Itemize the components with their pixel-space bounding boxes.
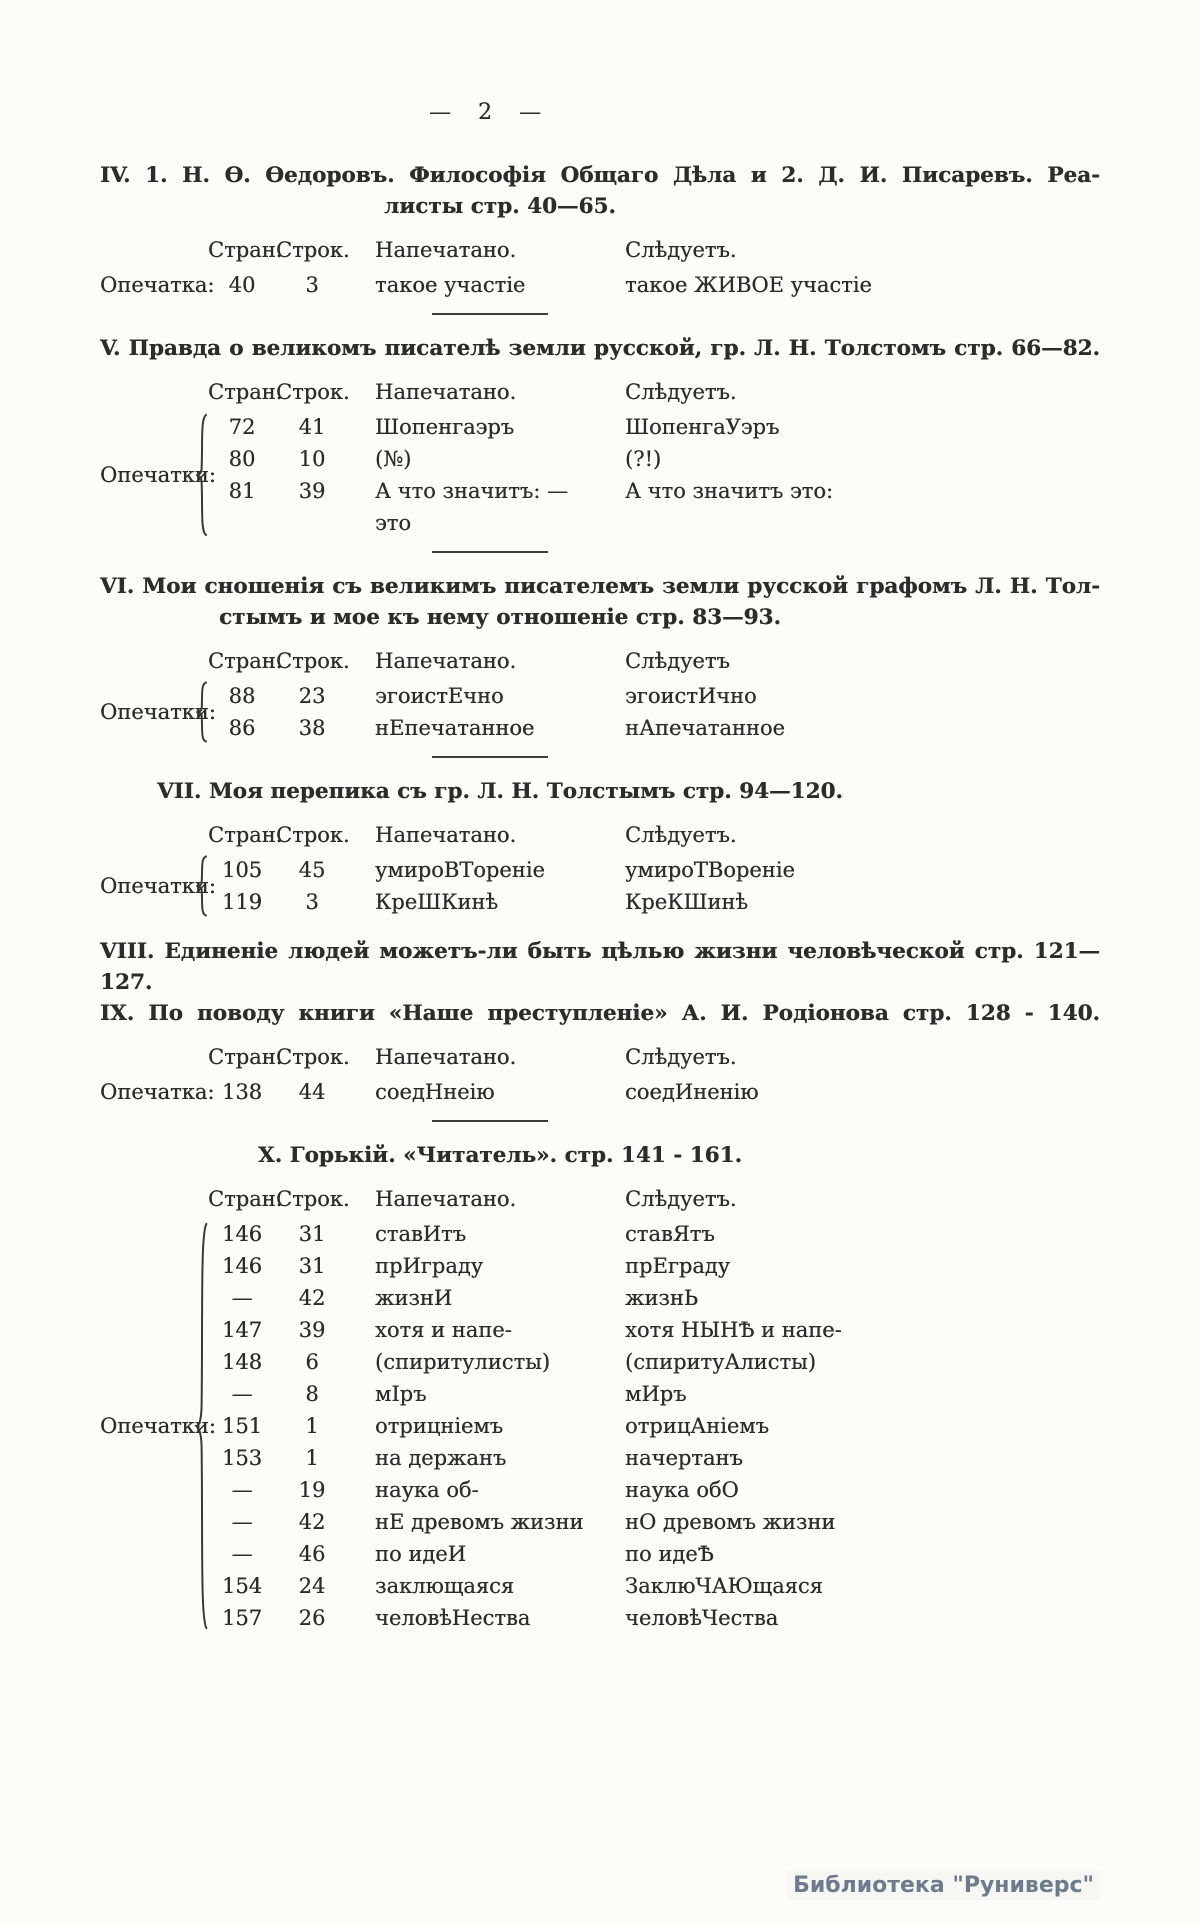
errata-correct: (?!) <box>625 447 662 471</box>
errata-correct: такое ЖИВОЕ участіе <box>625 273 872 297</box>
col-header-correct: Слѣдуетъ. <box>625 380 737 404</box>
section-heading <box>0 333 1200 364</box>
errata-line: 44 <box>298 1080 326 1104</box>
errata-row <box>208 1506 1200 1538</box>
errata-label: Опечатки: <box>100 1414 216 1438</box>
errata-row <box>208 886 1200 918</box>
col-header-correct: Слѣдуетъ. <box>625 1045 737 1069</box>
errata-label: Опечатка: <box>100 1080 215 1104</box>
errata-printed: эгоистЕчно <box>375 684 504 708</box>
errata-printed: (спиритулисты) <box>375 1350 550 1374</box>
errata-page: 146 <box>221 1254 263 1278</box>
errata-line: 31 <box>298 1222 326 1246</box>
errata-row <box>208 475 1200 539</box>
section-x <box>0 1140 1200 1634</box>
section-divider <box>432 551 548 553</box>
errata-page: 86 <box>228 716 256 740</box>
errata-line: 8 <box>305 1382 319 1406</box>
errata-line: 41 <box>298 415 326 439</box>
errata-page: 146 <box>221 1222 263 1246</box>
errata-line: 10 <box>298 447 326 471</box>
errata-printed: умироВТореніе <box>375 858 545 882</box>
errata-correct: умироТВореніе <box>625 858 795 882</box>
section-title-line: VIII. Единеніе людей можетъ-ли быть цѣлью жизни человѣческой стр. 121—127. <box>100 939 1100 995</box>
errata-line: 39 <box>298 1318 326 1342</box>
errata-page: 151 <box>221 1414 263 1438</box>
section-heading <box>0 571 1200 633</box>
library-watermark: Библиотека "Руниверс" <box>787 1871 1100 1900</box>
table-header-row <box>0 1183 1200 1215</box>
errata-page: 147 <box>221 1318 263 1342</box>
col-header-page: Стран. <box>208 1187 283 1211</box>
errata-printed: (№) <box>375 447 412 471</box>
errata-row <box>208 854 1200 886</box>
section-title-line: V. Правда о великомъ писателѣ земли русской, гр. Л. Н. Толстомъ стр. 66—82. <box>100 336 1100 361</box>
col-header-line: Строк. <box>276 823 350 847</box>
errata-printed: соедНнеію <box>375 1080 495 1104</box>
errata-printed: жизнИ <box>375 1286 453 1310</box>
col-header-page: Стран. <box>208 380 283 404</box>
errata-correct: соедИненію <box>625 1080 759 1104</box>
errata-correct: хотя НЫНѢ и напе- <box>625 1318 842 1342</box>
errata-correct: по идеѢ <box>625 1542 714 1566</box>
errata-page: 105 <box>221 858 263 882</box>
col-header-line: Строк. <box>276 380 350 404</box>
errata-page: 81 <box>228 479 256 503</box>
errata-row <box>208 680 1200 712</box>
errata-page: 153 <box>221 1446 263 1470</box>
errata-correct: жизнЬ <box>625 1286 698 1310</box>
errata-line: 31 <box>298 1254 326 1278</box>
errata-correct: наука обО <box>625 1478 739 1502</box>
errata-page: — <box>231 1286 253 1310</box>
errata-printed: хотя и напе- <box>375 1318 512 1342</box>
table-header-row <box>0 376 1200 408</box>
errata-row <box>208 712 1200 744</box>
errata-printed: человѣНества <box>375 1606 531 1630</box>
errata-row <box>208 1282 1200 1314</box>
errata-page: 157 <box>221 1606 263 1630</box>
errata-table <box>0 376 1200 539</box>
errata-table <box>0 819 1200 918</box>
col-header-correct: Слѣдуетъ. <box>625 1187 737 1211</box>
col-header-page: Стран. <box>208 1045 283 1069</box>
section-title-line: VII. Моя перепика съ гр. Л. Н. Толстымъ стр. 94—120. <box>157 779 843 804</box>
errata-row <box>208 269 1200 301</box>
section-divider <box>432 313 548 315</box>
section-title-line: листы стр. 40—65. <box>384 194 616 219</box>
errata-correct: А что значитъ это: <box>625 479 834 503</box>
section-heading <box>0 776 1200 807</box>
errata-correct: эгоистИчно <box>625 684 757 708</box>
errata-correct: КреКШинѣ <box>625 890 748 914</box>
table-header-row <box>0 645 1200 677</box>
errata-line: 1 <box>305 1414 319 1438</box>
errata-printed: на держанъ <box>375 1446 507 1470</box>
errata-label: Опечатки: <box>100 463 216 487</box>
section-title-line: IX. По поводу книги «Наше преступленіе» А. И. Родіонова стр. 128 - 140. <box>100 1001 1100 1026</box>
section-title-line: стымъ и мое къ нему отношеніе стр. 83—93. <box>219 605 781 630</box>
errata-row <box>208 1442 1200 1474</box>
errata-page: 119 <box>221 890 263 914</box>
errata-page: 88 <box>228 684 256 708</box>
errata-row <box>208 1346 1200 1378</box>
errata-correct: человѣЧества <box>625 1606 779 1630</box>
errata-table <box>0 645 1200 744</box>
errata-label: Опечатки: <box>100 700 216 724</box>
errata-row <box>208 1218 1200 1250</box>
col-header-printed: Напечатано. <box>375 238 517 262</box>
col-header-printed: Напечатано. <box>375 1187 517 1211</box>
section-viii-ix <box>0 936 1200 1108</box>
errata-printed: заклющаяся <box>375 1574 515 1598</box>
col-header-printed: Напечатано. <box>375 380 517 404</box>
errata-row <box>208 1602 1200 1634</box>
errata-correct: ставЯтъ <box>625 1222 715 1246</box>
col-header-page: Стран. <box>208 238 283 262</box>
errata-row <box>208 1378 1200 1410</box>
errata-correct: мИръ <box>625 1382 687 1406</box>
section-heading <box>0 160 1200 222</box>
errata-correct: нО древомъ жизни <box>625 1510 836 1534</box>
errata-line: 45 <box>298 858 326 882</box>
errata-line: 46 <box>298 1542 326 1566</box>
col-header-printed: Напечатано. <box>375 823 517 847</box>
page-number: — 2 — <box>429 100 551 125</box>
errata-line: 42 <box>298 1510 326 1534</box>
errata-page: 80 <box>228 447 256 471</box>
errata-line: 19 <box>298 1478 326 1502</box>
errata-printed: нЕпечатанное <box>375 716 535 740</box>
errata-printed: мІръ <box>375 1382 427 1406</box>
errata-page: 138 <box>221 1080 263 1104</box>
errata-table <box>0 234 1200 301</box>
errata-printed: такое участіе <box>375 273 526 297</box>
errata-line: 38 <box>298 716 326 740</box>
col-header-line: Строк. <box>276 238 350 262</box>
errata-page: 148 <box>221 1350 263 1374</box>
section-iv <box>0 160 1200 301</box>
brace-icon <box>194 412 210 538</box>
errata-printed: Шопенгаэръ <box>375 415 515 439</box>
brace-icon <box>194 1219 210 1633</box>
errata-page: 72 <box>228 415 256 439</box>
col-header-page: Стран. <box>208 649 283 673</box>
table-header-row <box>0 819 1200 851</box>
errata-label: Опечатки: <box>100 874 216 898</box>
errata-correct: (спиритуАлисты) <box>625 1350 816 1374</box>
section-heading <box>0 1140 1200 1171</box>
errata-correct: ЗаклюЧАЮщаяся <box>625 1574 823 1598</box>
brace-icon <box>194 681 210 743</box>
section-title-line: X. Горькій. «Читатель». стр. 141 - 161. <box>257 1143 743 1168</box>
col-header-correct: Слѣдуетъ. <box>625 823 737 847</box>
errata-page: — <box>231 1542 253 1566</box>
errata-correct: ШопенгаУэръ <box>625 415 780 439</box>
errata-printed: отрицніемъ <box>375 1414 504 1438</box>
errata-printed: по идеИ <box>375 1542 466 1566</box>
errata-line: 23 <box>298 684 326 708</box>
errata-printed: прИграду <box>375 1254 484 1278</box>
errata-row <box>208 411 1200 443</box>
errata-label: Опечатка: <box>100 273 215 297</box>
section-title-line: IV. 1. Н. Ѳ. Ѳедоровъ. Философія Общаго Дѣла и 2. Д. И. Писаревъ. Реа- <box>100 163 1100 188</box>
col-header-page: Стран. <box>208 823 283 847</box>
table-header-row <box>0 234 1200 266</box>
errata-page: — <box>231 1510 253 1534</box>
col-header-correct: Слѣдуетъ <box>625 649 730 673</box>
errata-row <box>208 1250 1200 1282</box>
errata-correct: отрицАніемъ <box>625 1414 769 1438</box>
errata-row <box>208 1410 1200 1442</box>
errata-row <box>208 1474 1200 1506</box>
errata-row <box>208 443 1200 475</box>
errata-page: — <box>231 1382 253 1406</box>
errata-row <box>208 1314 1200 1346</box>
errata-correct: прЕграду <box>625 1254 731 1278</box>
errata-correct: начертанъ <box>625 1446 743 1470</box>
errata-page: — <box>231 1478 253 1502</box>
col-header-line: Строк. <box>276 1187 350 1211</box>
errata-row <box>208 1570 1200 1602</box>
section-vi <box>0 571 1200 744</box>
section-divider <box>432 1120 548 1122</box>
errata-table <box>0 1183 1200 1634</box>
col-header-printed: Напечатано. <box>375 649 517 673</box>
col-header-line: Строк. <box>276 649 350 673</box>
errata-correct: нАпечатанное <box>625 716 785 740</box>
errata-line: 42 <box>298 1286 326 1310</box>
section-v <box>0 333 1200 539</box>
section-divider <box>432 756 548 758</box>
section-vii <box>0 776 1200 918</box>
brace-icon <box>194 855 210 917</box>
errata-line: 26 <box>298 1606 326 1630</box>
errata-printed: А что значитъ: — это <box>375 479 568 535</box>
col-header-printed: Напечатано. <box>375 1045 517 1069</box>
section-title-line: VI. Мои сношенія съ великимъ писателемъ земли русской графомъ Л. Н. Тол- <box>100 574 1100 599</box>
errata-line: 1 <box>305 1446 319 1470</box>
section-heading <box>0 936 1200 1029</box>
errata-printed: наука об- <box>375 1478 479 1502</box>
col-header-line: Строк. <box>276 1045 350 1069</box>
errata-printed: КреШКинѣ <box>375 890 498 914</box>
errata-line: 24 <box>298 1574 326 1598</box>
errata-line: 3 <box>305 890 319 914</box>
errata-line: 6 <box>305 1350 319 1374</box>
errata-row <box>208 1076 1200 1108</box>
errata-line: 39 <box>298 479 326 503</box>
col-header-correct: Слѣдуетъ. <box>625 238 737 262</box>
errata-printed: ставИтъ <box>375 1222 467 1246</box>
errata-table <box>0 1041 1200 1108</box>
errata-line: 3 <box>305 273 319 297</box>
errata-page: 154 <box>221 1574 263 1598</box>
errata-page: 40 <box>228 273 256 297</box>
errata-printed: нЕ древомъ жизни <box>375 1510 584 1534</box>
table-header-row <box>0 1041 1200 1073</box>
errata-row <box>208 1538 1200 1570</box>
